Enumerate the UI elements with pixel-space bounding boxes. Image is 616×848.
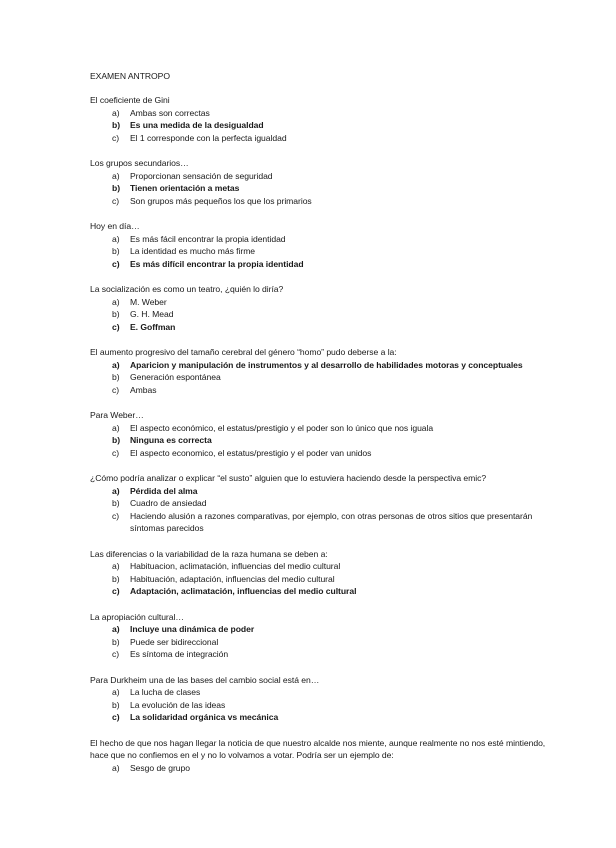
option-letter: c) — [112, 195, 120, 206]
option-text: Son grupos más pequeños los que los primarios — [130, 195, 312, 206]
option-correct — [90, 258, 556, 271]
option — [90, 371, 556, 384]
option-text: Pérdida del alma — [130, 485, 198, 496]
option-correct — [90, 711, 556, 724]
option — [90, 195, 556, 208]
question-block — [90, 611, 556, 661]
option-letter: b) — [112, 498, 120, 508]
question-text: ¿Cómo podría analizar o explicar “el susto” alguien que lo estuviera haciendo desde la perspectiva emic? — [90, 473, 487, 483]
option — [90, 447, 556, 460]
option — [90, 308, 556, 321]
option-text: Aparicion y manipulación de instrumentos y al desarrollo de habilidades motoras y conceptuales — [130, 359, 523, 370]
option — [90, 648, 556, 661]
option-list — [90, 485, 556, 535]
option — [90, 422, 556, 435]
option — [90, 699, 556, 712]
option — [90, 636, 556, 649]
option-letter: a) — [112, 296, 120, 307]
option-text: Ambas — [130, 384, 157, 395]
question-block — [90, 548, 556, 598]
option-letter: a) — [112, 624, 120, 634]
option-letter: b) — [112, 309, 120, 319]
option-text: E. Goffman — [130, 321, 176, 332]
option-text: El aspecto economico, el estatus/prestigio y el poder van unidos — [130, 447, 372, 458]
question-text: El coeficiente de Gini — [90, 95, 170, 105]
option-list — [90, 762, 556, 775]
option-list — [90, 560, 556, 598]
option-list — [90, 686, 556, 724]
option-text: Adaptación, aclimatación, influencias del medio cultural — [130, 586, 357, 596]
question-text: Los grupos secundarios… — [90, 158, 189, 168]
option-letter: c) — [112, 510, 120, 521]
option-text: Habituación, adaptación, influencias del medio cultural — [130, 573, 335, 584]
question-text: El aumento progresivo del tamaño cerebral del género “homo” pudo deberse a la: — [90, 347, 397, 357]
option-text: Sesgo de grupo — [130, 762, 190, 773]
option-letter: c) — [112, 321, 120, 332]
option-text: El aspecto económico, el estatus/prestigio y el poder son lo único que nos iguala — [130, 422, 434, 433]
option-text: Tienen orientación a metas — [130, 183, 240, 193]
option-correct — [90, 623, 556, 636]
option-letter: b) — [112, 573, 120, 584]
question-block — [90, 346, 556, 396]
option-letter: a) — [112, 485, 120, 496]
option-letter: b) — [112, 372, 120, 382]
option-correct — [90, 321, 556, 334]
option-letter: a) — [112, 233, 120, 244]
question-block — [90, 283, 556, 333]
option-correct — [90, 119, 556, 132]
option — [90, 686, 556, 699]
option-text: Puede ser bidireccional — [130, 636, 219, 647]
option — [90, 132, 556, 145]
option-list — [90, 422, 556, 460]
option — [90, 170, 556, 183]
question-text: Hoy en día… — [90, 221, 140, 231]
option-letter: b) — [112, 246, 120, 256]
option — [90, 245, 556, 258]
option-text: Ninguna es correcta — [130, 435, 212, 445]
option-letter: c) — [112, 258, 120, 269]
option-letter: c) — [112, 447, 120, 458]
option-list — [90, 170, 556, 208]
option — [90, 233, 556, 246]
option-text: M. Weber — [130, 296, 167, 307]
option — [90, 762, 556, 775]
option-letter: b) — [112, 699, 120, 710]
option-correct — [90, 485, 556, 498]
question-block — [90, 472, 556, 535]
option-letter: b) — [112, 183, 121, 193]
question-block — [90, 674, 556, 724]
option-text: La identidad es mucho más firme — [130, 246, 256, 256]
option-letter: c) — [112, 649, 120, 659]
option-correct — [90, 585, 556, 598]
question-block — [90, 94, 556, 144]
option-letter: a) — [112, 422, 120, 433]
question-block — [90, 737, 556, 775]
option-list — [90, 233, 556, 271]
option-text: Es una medida de la desigualdad — [130, 120, 264, 130]
question-block — [90, 157, 556, 207]
option — [90, 107, 556, 120]
option — [90, 560, 556, 573]
option-text: La solidaridad orgánica vs mecánica — [130, 712, 279, 722]
option-letter: c) — [112, 132, 120, 143]
option-letter: b) — [112, 636, 120, 647]
option-letter: c) — [112, 384, 120, 395]
option-list — [90, 296, 556, 334]
question-list — [90, 94, 556, 774]
question-text: Las diferencias o la variabilidad de la raza humana se deben a: — [90, 548, 328, 559]
option-text: La lucha de clases — [130, 687, 201, 697]
option-text: Incluye una dinámica de poder — [130, 624, 255, 634]
option-letter: a) — [112, 687, 120, 697]
option-text: Es más fácil encontrar la propia identidad — [130, 233, 286, 244]
option-letter: a) — [112, 170, 120, 181]
option-text: La evolución de las ideas — [130, 699, 226, 710]
option-letter: a) — [112, 359, 120, 370]
question-block — [90, 220, 556, 270]
option-correct — [90, 359, 556, 372]
document-title: EXAMEN ANTROPO — [90, 71, 171, 81]
option-text: Habituacion, aclimatación, influencias del medio cultural — [130, 561, 341, 571]
option — [90, 296, 556, 309]
option-text: Ambas son correctas — [130, 107, 210, 118]
option-correct — [90, 182, 556, 195]
question-block — [90, 409, 556, 459]
option-text: Es síntoma de integración — [130, 649, 229, 659]
question-text: Para Weber… — [90, 410, 144, 420]
option-text: Generación espontánea — [130, 372, 221, 382]
question-text: La socialización es como un teatro, ¿quién lo diría? — [90, 284, 284, 294]
option-letter: a) — [112, 107, 120, 118]
option-letter: c) — [112, 586, 120, 596]
option-text: El 1 corresponde con la perfecta igualdad — [130, 132, 287, 143]
question-text: El hecho de que nos hagan llegar la noticia de que nuestro alcalde nos miente, aunque realmente no nos esté mintiendo, hace que no confiemos en el y no lo volvamos a votar. Podría ser un ejemplo de: — [90, 737, 546, 760]
option-correct — [90, 434, 556, 447]
question-text: Para Durkheim una de las bases del cambio social está en… — [90, 674, 320, 685]
option-text: Es más difícil encontrar la propia identidad — [130, 258, 304, 269]
option-letter: b) — [112, 120, 121, 130]
option-list — [90, 623, 556, 661]
option-text: Haciendo alusión a razones comparativas, por ejemplo, con otras personas de otros sitios que presentarán síntomas parecidos — [130, 510, 533, 533]
option-text: Proporcionan sensación de seguridad — [130, 170, 273, 181]
option — [90, 384, 556, 397]
option — [90, 573, 556, 586]
option-list — [90, 359, 556, 397]
option-letter: a) — [112, 561, 120, 571]
option-letter: c) — [112, 712, 120, 722]
option-text: Cuadro de ansiedad — [130, 498, 207, 508]
option — [90, 497, 556, 510]
option-list — [90, 107, 556, 145]
option-letter: a) — [112, 762, 120, 773]
question-text: La apropiación cultural… — [90, 611, 184, 622]
option-letter: b) — [112, 435, 121, 445]
option-text: G. H. Mead — [130, 309, 174, 319]
option — [90, 510, 556, 535]
